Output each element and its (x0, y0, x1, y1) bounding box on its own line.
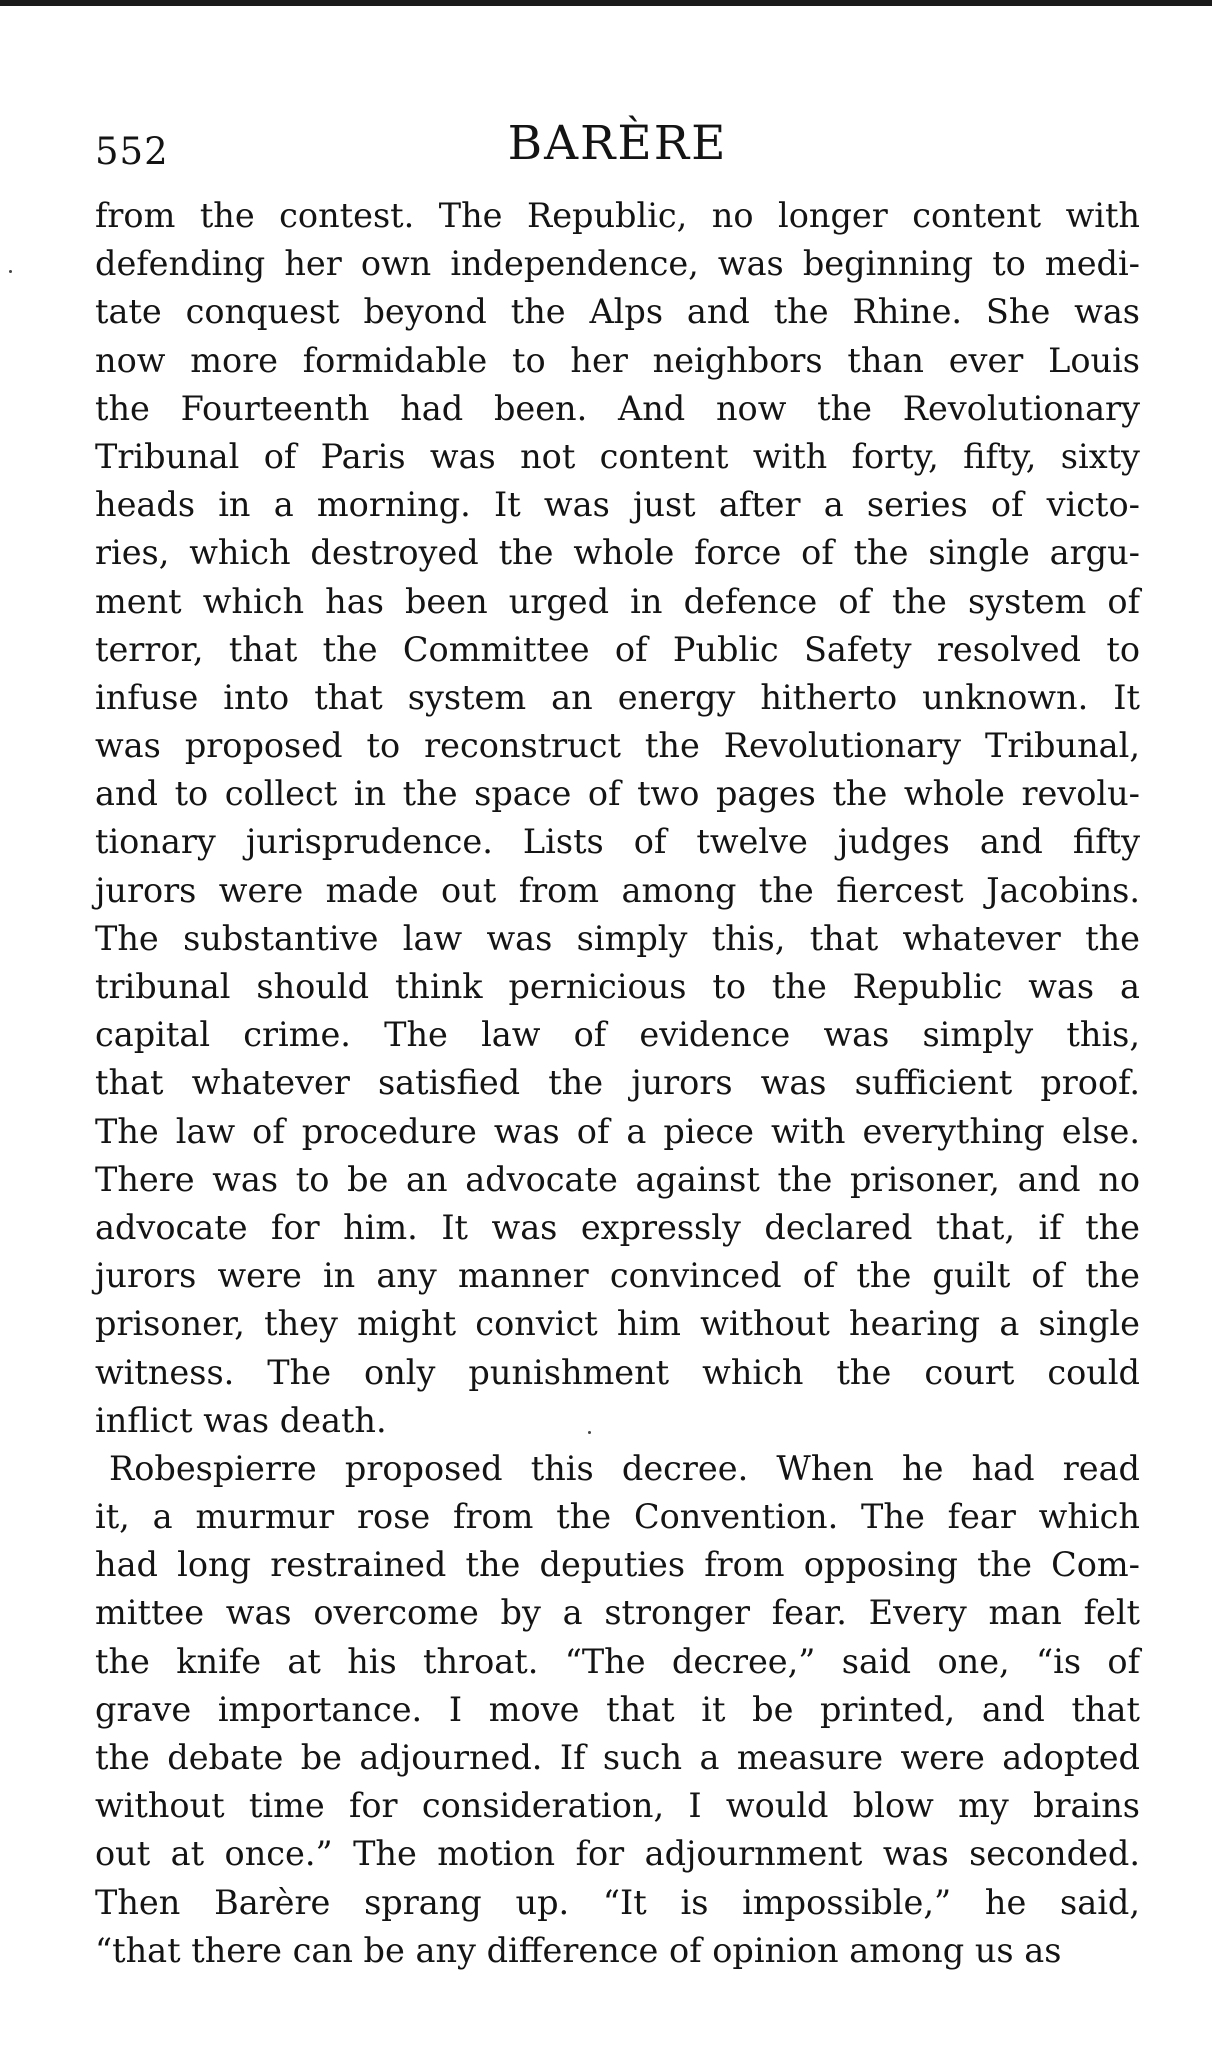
text-line: jurors were made out from among the fiercest Jacobins. (95, 870, 1140, 910)
page-number: 552 (95, 130, 169, 173)
text-line: Then Barère sprang up. “It is impossible,” he said, (95, 1882, 1140, 1922)
text-line: from the contest. The Republic, no longer content with (95, 196, 1140, 235)
text-line: inflict was death. (95, 1400, 387, 1440)
paragraph (95, 1445, 1140, 1975)
text-line: ment which has been urged in defence of the system of (95, 581, 1140, 621)
text-line: was proposed to reconstruct the Revolutionary Tribunal, (95, 726, 1140, 766)
text-line: out at once.” The motion for adjournment was seconded. (95, 1834, 1140, 1874)
text-line: defending her own independence, was beginning to medi- (95, 244, 1140, 284)
body-text (95, 192, 1140, 1975)
text-line: tribunal should think pernicious to the Republic was a (95, 967, 1140, 1006)
text-line: the knife at his throat. “The decree,” said one, “is of (95, 1641, 1140, 1681)
text-line: without time for consideration, I would blow my brains (95, 1786, 1140, 1826)
text-line: Tribunal of Paris was not content with forty, fifty, sixty (95, 436, 1140, 476)
text-line: capital crime. The law of evidence was simply this, (95, 1015, 1140, 1055)
top-border-rule (0, 0, 1212, 6)
text-line: jurors were in any manner convinced of the guilt of the (95, 1256, 1140, 1296)
text-line: There was to be an advocate against the prisoner, and no (95, 1159, 1140, 1199)
running-head (95, 112, 1140, 172)
text-line: Robespierre proposed this decree. When he had read (109, 1448, 1140, 1488)
text-line: heads in a morning. It was just after a series of victo- (95, 485, 1140, 525)
text-line: infuse into that system an energy hitherto unknown. It (95, 677, 1140, 717)
text-line: “that there can be any difference of opinion among us as (95, 1930, 1062, 1970)
text-line: advocate for him. It was expressly declared that, if the (95, 1207, 1140, 1247)
text-line: the Fourteenth had been. And now the Revolutionary (95, 388, 1140, 428)
text-line: tate conquest beyond the Alps and the Rhine. She was (95, 292, 1140, 332)
text-line: The law of procedure was of a piece with everything else. (95, 1111, 1140, 1151)
text-line: ries, which destroyed the whole force of the single argu- (95, 533, 1140, 573)
text-line: prisoner, they might convict him without hearing a single (95, 1304, 1140, 1344)
text-line: grave importance. I move that it be printed, and that (95, 1689, 1140, 1729)
text-line: the debate be adjourned. If such a measure were adopted (95, 1738, 1140, 1777)
text-line: and to collect in the space of two pages the whole revolu- (95, 774, 1140, 814)
text-line: that whatever satisfied the jurors was sufficient proof. (95, 1063, 1140, 1103)
text-line: terror, that the Committee of Public Safety resolved to (95, 629, 1140, 669)
running-title: BARÈRE (507, 116, 728, 171)
text-line: had long restrained the deputies from opposing the Com- (95, 1545, 1140, 1585)
text-line: it, a murmur rose from the Convention. The fear which (95, 1497, 1140, 1537)
paragraph (95, 192, 1140, 1445)
text-line: tionary jurisprudence. Lists of twelve judges and fifty (95, 822, 1140, 862)
text-line: The substantive law was simply this, that whatever the (95, 918, 1140, 958)
text-line: now more formidable to her neighbors than ever Louis (95, 340, 1140, 380)
text-line: mittee was overcome by a stronger fear. Every man felt (95, 1593, 1140, 1633)
text-line: witness. The only punishment which the court could (95, 1352, 1140, 1392)
margin-speck (9, 270, 12, 273)
